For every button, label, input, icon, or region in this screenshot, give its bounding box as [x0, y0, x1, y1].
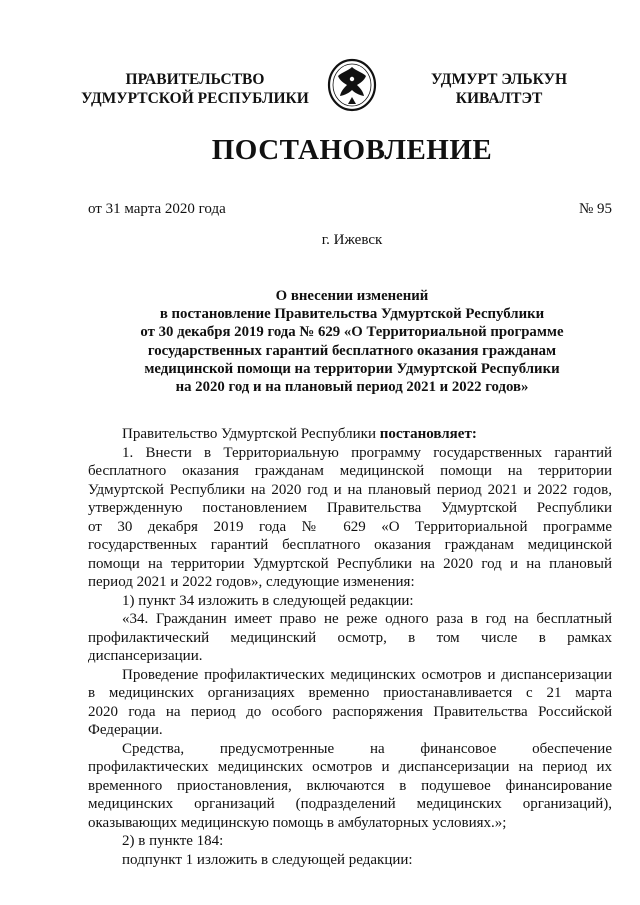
body-line: профилактический медицинский осмотр, в том числе в рамках [88, 629, 612, 646]
body-line: диспансеризации. [88, 648, 203, 664]
body-line: период 2021 и 2022 годов», следующие изменения: [88, 574, 415, 590]
subject-line: в постановление Правительства Удмуртской Республики [159, 306, 545, 323]
intro-decision: постановляет: [379, 426, 477, 442]
document-number: № 95 [578, 201, 612, 217]
body-line: Проведение профилактических медицинских осмотров и диспансеризации [122, 666, 612, 683]
body-line: Федерации. [88, 722, 163, 738]
body-line: от 30 декабря 2019 года № 629 «О Территориальной программе [88, 518, 612, 535]
subject-line: государственных гарантий бесплатного оказания гражданам [147, 342, 557, 359]
subject-line: на 2020 год и на плановый период 2021 и 2022 годов» [175, 379, 529, 396]
subject-line: от 30 декабря 2019 года № 629 «О Территориальной программе [140, 324, 564, 341]
body-line: временного приостановления, включаются в подушевое финансирование [88, 777, 612, 794]
body-line: Удмуртской Республики на 2020 год и на плановый период 2021 и 2022 годов, [88, 481, 612, 498]
document-date: от 31 марта 2020 года [88, 201, 226, 217]
body-line: оказывающих медицинскую помощь в амбулаторных условиях.»; [88, 814, 507, 831]
body-line: 2) в пункте 184: [122, 833, 224, 849]
subject-line: медицинской помощи на территории Удмуртской Республики [144, 360, 560, 377]
header-right-line1: УДМУРТ ЭЛЬКУН [430, 71, 568, 88]
body-intro [88, 425, 612, 444]
document-subject [90, 287, 614, 396]
document-title: ПОСТАНОВЛЕНИЕ [211, 134, 493, 166]
header-left-line2: УДМУРТСКОЙ РЕСПУБЛИКИ [81, 90, 309, 107]
header-right [414, 70, 584, 108]
document-body [88, 425, 612, 869]
body-line: профилактических медицинских осмотров и диспансеризации на период их [88, 759, 612, 775]
header-left [70, 70, 320, 108]
subject-line: О внесении изменений [275, 288, 429, 304]
body-line: медицинских организаций (подразделений медицинских организаций), [88, 796, 612, 812]
coat-of-arms-emblem [326, 57, 378, 113]
body-line: бесплатного оказания гражданам медицинской помощи на территории [88, 463, 612, 479]
body-line: 2020 года на период до особого распоряжения Правительства Российской [88, 703, 612, 720]
header-left-line1: ПРАВИТЕЛЬСТВО [125, 71, 265, 88]
body-line: помощи на территории Удмуртской Республики на 2020 год и на плановый [88, 555, 612, 572]
body-line: в медицинских организациях временно приостанавливается с 21 марта [88, 685, 612, 701]
document-city: г. Ижевск [321, 232, 383, 248]
body-line: «34. Гражданин имеет право не реже одного раза в год на бесплатный [122, 611, 612, 627]
body-line: утвержденную постановлением Правительства Удмуртской Республики [88, 500, 612, 516]
body-line: государственных гарантий бесплатного оказания гражданам медицинской [88, 537, 612, 553]
header-right-line2: КИВАЛТЭТ [455, 90, 543, 107]
body-line: Средства, предусмотренные на финансовое обеспечение [122, 740, 612, 757]
body-line: 1. Внести в Территориальную программу государственных гарантий [122, 444, 612, 461]
intro-text: Правительство Удмуртской Республики [122, 426, 380, 442]
body-line: подпункт 1 изложить в следующей редакции: [122, 851, 413, 868]
body-line: 1) пункт 34 изложить в следующей редакции: [122, 592, 414, 609]
